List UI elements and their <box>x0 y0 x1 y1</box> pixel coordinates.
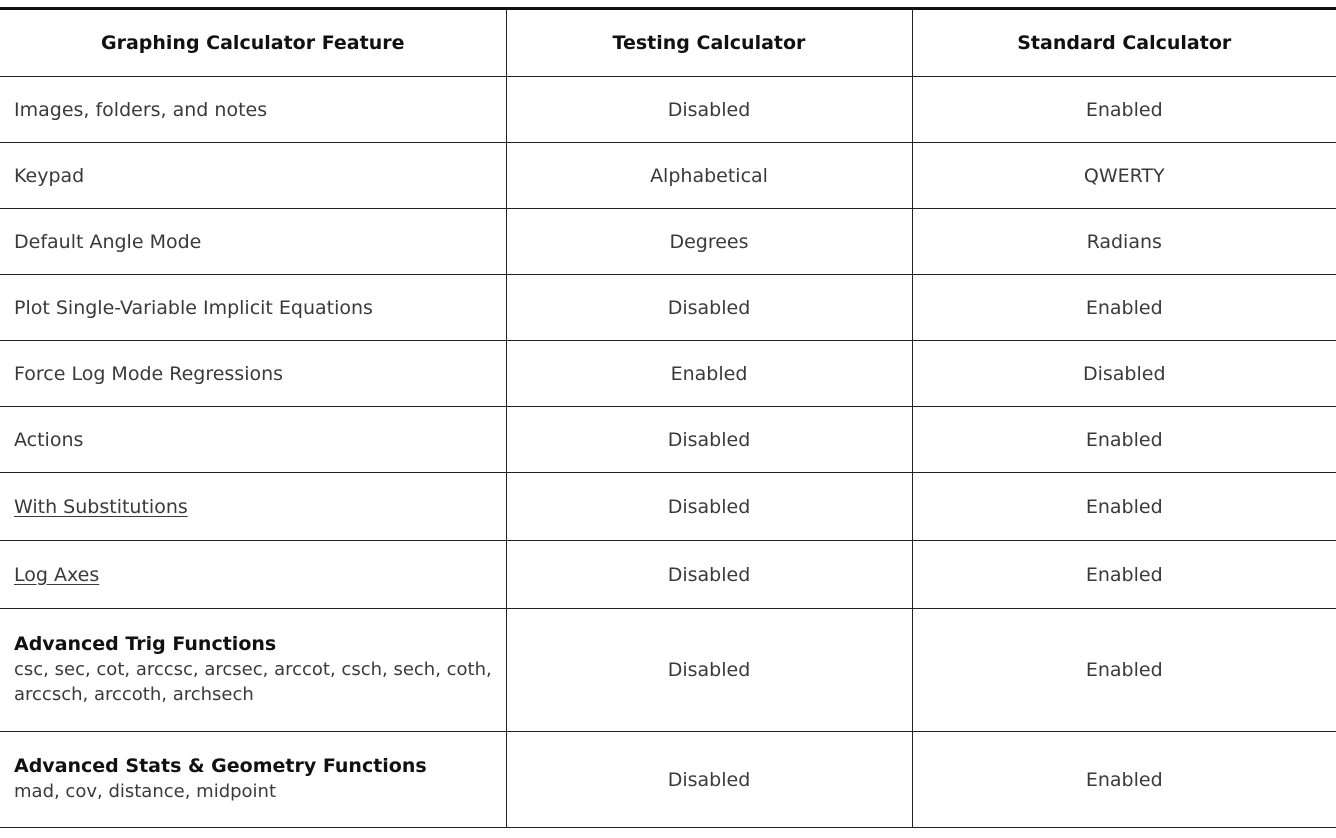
testing-cell: Disabled <box>506 541 912 609</box>
testing-cell: Disabled <box>506 407 912 473</box>
standard-cell: Enabled <box>912 77 1336 143</box>
feature-cell <box>0 473 506 541</box>
feature-cell: Force Log Mode Regressions <box>0 341 506 407</box>
log-axes-link[interactable]: Log Axes <box>14 563 100 586</box>
testing-cell: Disabled <box>506 609 912 732</box>
feature-cell: Images, folders, and notes <box>0 77 506 143</box>
standard-cell: QWERTY <box>912 143 1336 209</box>
standard-cell: Radians <box>912 209 1336 275</box>
feature-cell <box>0 732 506 828</box>
feature-cell <box>0 541 506 609</box>
testing-cell: Disabled <box>506 473 912 541</box>
testing-cell: Disabled <box>506 77 912 143</box>
header-standard: Standard Calculator <box>912 9 1336 77</box>
with-substitutions-link[interactable]: With Substitutions <box>14 495 188 518</box>
feature-cell: Actions <box>0 407 506 473</box>
standard-cell: Disabled <box>912 341 1336 407</box>
feature-comparison-table <box>0 7 1336 828</box>
testing-cell: Degrees <box>506 209 912 275</box>
standard-cell: Enabled <box>912 541 1336 609</box>
table-row <box>0 77 1336 143</box>
feature-title: Advanced Trig Functions <box>14 633 277 655</box>
table-row <box>0 541 1336 609</box>
standard-cell: Enabled <box>912 473 1336 541</box>
feature-description: mad, cov, distance, midpoint <box>14 781 277 802</box>
header-feature: Graphing Calculator Feature <box>0 9 506 77</box>
testing-cell: Alphabetical <box>506 143 912 209</box>
header-testing: Testing Calculator <box>506 9 912 77</box>
standard-cell: Enabled <box>912 275 1336 341</box>
header-row <box>0 9 1336 77</box>
feature-description: csc, sec, cot, arccsc, arcsec, arccot, csch, sech, coth, arccsch, arccoth, archsech <box>14 659 492 705</box>
table-row <box>0 143 1336 209</box>
standard-cell: Enabled <box>912 609 1336 732</box>
feature-cell: Keypad <box>0 143 506 209</box>
testing-cell: Disabled <box>506 732 912 828</box>
table-row <box>0 732 1336 828</box>
table-row <box>0 609 1336 732</box>
table-row <box>0 209 1336 275</box>
table-row <box>0 407 1336 473</box>
table-row <box>0 341 1336 407</box>
table-row <box>0 275 1336 341</box>
feature-cell <box>0 609 506 732</box>
testing-cell: Disabled <box>506 275 912 341</box>
standard-cell: Enabled <box>912 732 1336 828</box>
feature-cell: Plot Single-Variable Implicit Equations <box>0 275 506 341</box>
standard-cell: Enabled <box>912 407 1336 473</box>
feature-title: Advanced Stats & Geometry Functions <box>14 755 427 777</box>
feature-cell: Default Angle Mode <box>0 209 506 275</box>
table-row <box>0 473 1336 541</box>
testing-cell: Enabled <box>506 341 912 407</box>
